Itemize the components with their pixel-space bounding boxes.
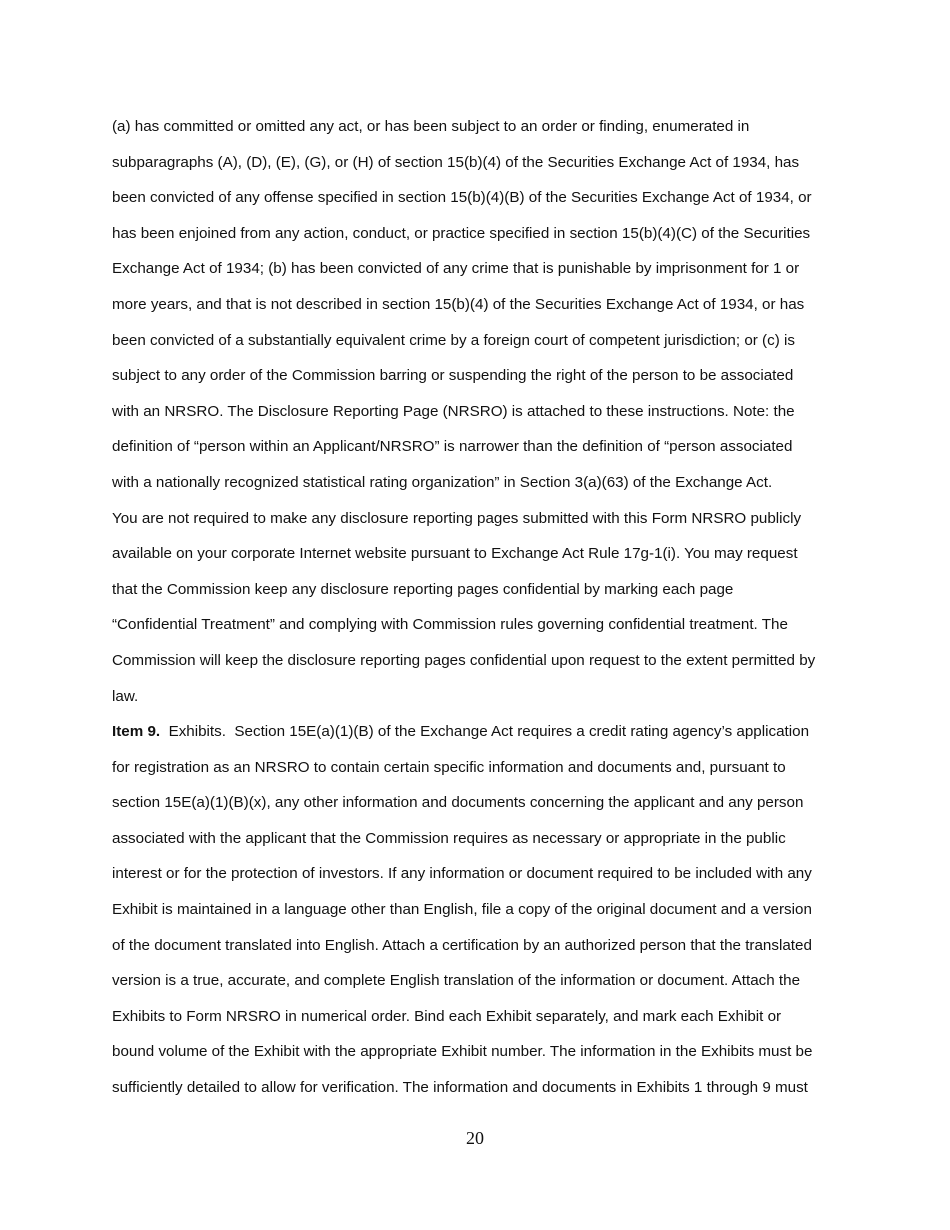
text-line: version is a true, accurate, and complete English translation of the information or document. Attach the <box>112 972 801 990</box>
text-line: been convicted of a substantially equivalent crime by a foreign court of competent jurisdiction; or (c) is <box>112 331 795 349</box>
text-line: law. <box>112 687 139 705</box>
text-line: You are not required to make any disclosure reporting pages submitted with this Form NRSRO publicly <box>112 509 802 527</box>
text-line: (a) has committed or omitted any act, or has been subject to an order or finding, enumerated in <box>112 118 750 135</box>
text-line: section 15E(a)(1)(B)(x), any other information and documents concerning the applicant and any person <box>112 794 804 812</box>
text-line: Exchange Act of 1934; (b) has been convicted of any crime that is punishable by imprisonment for 1 or <box>112 260 800 278</box>
paragraph-item-9-exhibits <box>112 714 842 1106</box>
text-line: more years, and that is not described in section 15(b)(4) of the Securities Exchange Act of 1934, or has <box>112 295 805 313</box>
text-line: definition of “person within an Applicant/NRSRO” is narrower than the definition of “person associated <box>112 438 793 456</box>
item-9-heading: Item 9. <box>112 723 161 741</box>
item-9-first-line: Exhibits. Section 15E(a)(1)(B) of the Exchange Act requires a credit rating agency’s application <box>160 723 810 741</box>
text-line: Exhibits to Form NRSRO in numerical order. Bind each Exhibit separately, and mark each Exhibit or <box>112 1007 782 1025</box>
text-line: Commission will keep the disclosure reporting pages confidential upon request to the extent permitted by <box>112 651 816 669</box>
text-line <box>112 714 842 750</box>
text-line: with an NRSRO. The Disclosure Reporting Page (NRSRO) is attached to these instructions. Note: the <box>112 402 795 420</box>
text-line: of the document translated into English. Attach a certification by an authorized person that the translated <box>112 936 812 954</box>
text-line: for registration as an NRSRO to contain certain specific information and documents and, pursuant to <box>112 758 786 776</box>
text-line: associated with the applicant that the Commission requires as necessary or appropriate in the public <box>112 829 786 847</box>
text-line: “Confidential Treatment” and complying with Commission rules governing confidential treatment. The <box>112 616 788 634</box>
text-line: subparagraphs (A), (D), (E), (G), or (H) of section 15(b)(4) of the Securities Exchange Act of 1934, has <box>112 153 800 171</box>
document-body <box>112 109 842 1106</box>
text-line: available on your corporate Internet website pursuant to Exchange Act Rule 17g-1(i). You may request <box>112 545 798 563</box>
text-line: interest or for the protection of investors. If any information or document required to be included with any <box>112 865 812 883</box>
text-line: bound volume of the Exhibit with the appropriate Exhibit number. The information in the Exhibits must be <box>112 1043 813 1061</box>
page-number: 20 <box>466 1128 484 1148</box>
text-line: that the Commission keep any disclosure reporting pages confidential by marking each page <box>112 580 734 598</box>
text-line: sufficiently detailed to allow for verification. The information and documents in Exhibits 1 through 9 must <box>112 1079 808 1097</box>
text-line: with a nationally recognized statistical rating organization” in Section 3(a)(63) of the Exchange Act. <box>112 473 773 491</box>
paragraph-confidentiality <box>112 501 842 715</box>
text-line: subject to any order of the Commission barring or suspending the right of the person to be associated <box>112 367 794 385</box>
text-line: been convicted of any offense specified in section 15(b)(4)(B) of the Securities Exchange Act of 1934, or <box>112 189 812 207</box>
paragraph-disqualification <box>112 109 842 501</box>
text-line: has been enjoined from any action, conduct, or practice specified in section 15(b)(4)(C) of the Securities <box>112 224 811 242</box>
text-line: Exhibit is maintained in a language other than English, file a copy of the original document and a version <box>112 901 812 919</box>
